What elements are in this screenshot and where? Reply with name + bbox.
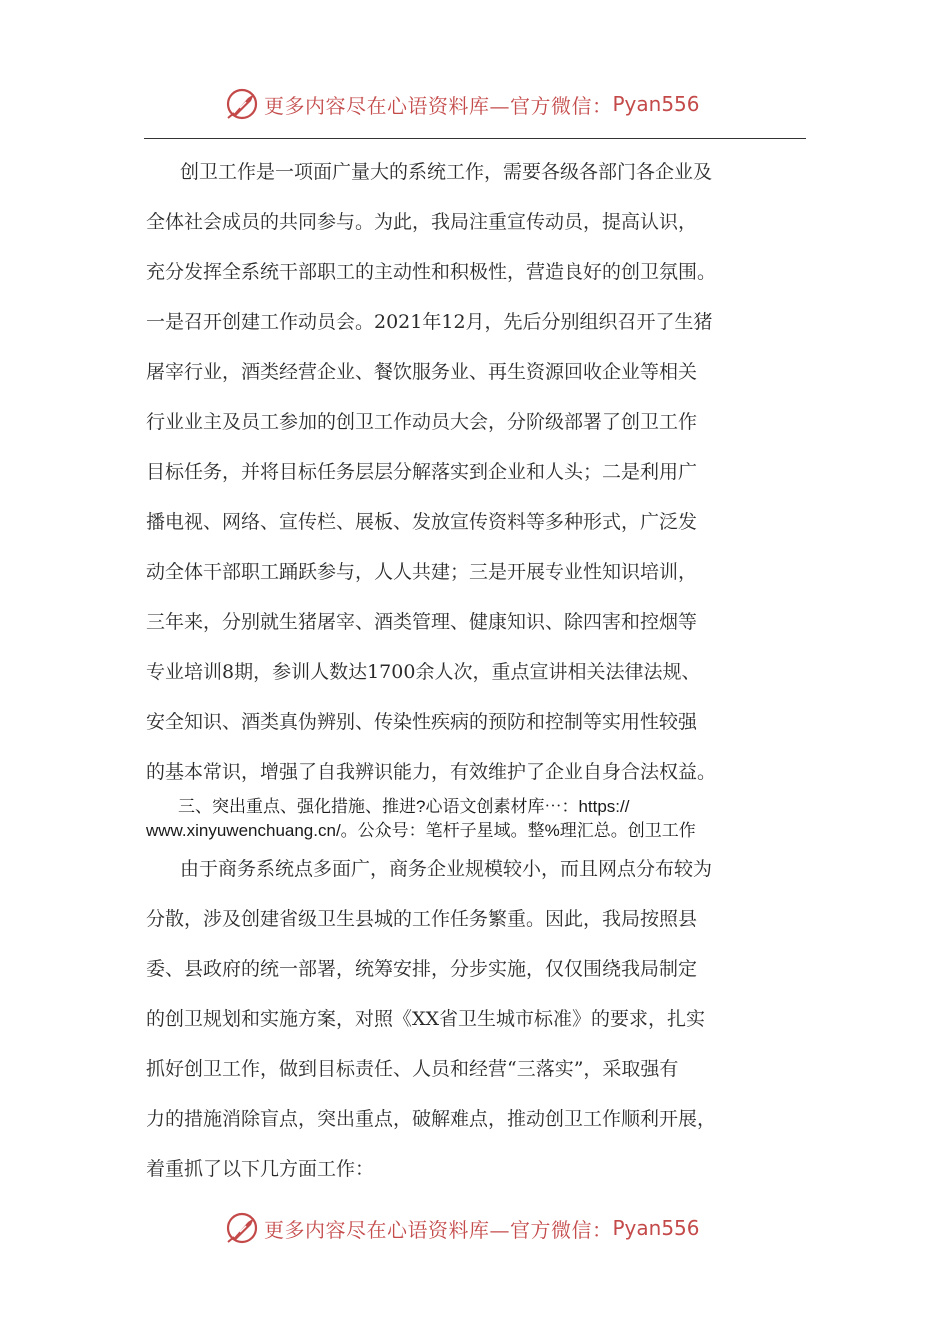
text-line: 行业业主及员工参加的创卫工作动员大会，分阶级部署了创卫工作	[146, 411, 698, 433]
quill-logo-icon	[224, 86, 260, 122]
text-line: 屠宰行业，酒类经营企业、餐饮服务业、再生资源回收企业等相关	[146, 361, 698, 383]
text-line: 力的措施消除盲点，突出重点，破解难点，推动创卫工作顺利开展，	[146, 1108, 717, 1130]
text-line: 委、县政府的统一部署，统筹安排，分步实施，仅仅围绕我局制定	[146, 958, 698, 980]
section-heading-line: www.xinyuwenchuang.cn/。公众号：笔杆子星域。整%理汇总。创卫工作	[146, 821, 696, 840]
text-line: 着重抓了以下几方面工作：	[146, 1158, 375, 1180]
text-line: 创卫工作是一项面广量大的系统工作，需要各级各部门各企业及	[180, 161, 713, 183]
footer-banner-text: 更多内容尽在心语资料库—官方微信：	[264, 1217, 613, 1242]
text-line: 的创卫规划和实施方案，对照《XX省卫生城市标准》的要求，扎实	[146, 1008, 706, 1030]
header-banner	[0, 84, 950, 124]
footer-banner-wechat-id: Pyan556	[612, 1216, 700, 1240]
header-banner-text: 更多内容尽在心语资料库—官方微信：	[264, 93, 613, 118]
text-line: 动全体干部职工踊跃参与，人人共建；三是开展专业性知识培训，	[146, 561, 698, 583]
text-line: 抓好创卫工作，做到目标责任、人员和经营“三落实”，采取强有	[146, 1058, 679, 1080]
text-line: 的基本常识，增强了自我辨识能力，有效维护了企业自身合法权益。	[146, 761, 717, 783]
text-line: 全体社会成员的共同参与。为此，我局注重宣传动员，提高认识，	[146, 211, 698, 233]
text-line: 目标任务，并将目标任务层层分解落实到企业和人头；二是利用广	[146, 461, 698, 483]
text-line: 播电视、网络、宣传栏、展板、发放宣传资料等多种形式，广泛发	[146, 511, 698, 533]
header-divider	[144, 138, 806, 139]
footer-banner	[0, 1208, 950, 1248]
text-line: 三年来，分别就生猪屠宰、酒类管理、健康知识、除四害和控烟等	[146, 611, 698, 633]
text-line: 分散，涉及创建省级卫生县城的工作任务繁重。因此，我局按照县	[146, 908, 698, 930]
text-line: 一是召开创建工作动员会。2021年12月，先后分别组织召开了生猪	[146, 311, 713, 333]
section-heading-line: 三、突出重点、强化措施、推进?心语文创素材库⋯：https://	[178, 797, 630, 816]
quill-logo-icon	[224, 1210, 260, 1246]
text-line: 专业培训8期，参训人数达1700余人次，重点宣讲相关法律法规、	[146, 661, 701, 683]
text-line: 由于商务系统点多面广，商务企业规模较小，而且网点分布较为	[180, 858, 713, 880]
header-banner-wechat-id: Pyan556	[612, 92, 700, 116]
text-line: 安全知识、酒类真伪辨别、传染性疾病的预防和控制等实用性较强	[146, 711, 698, 733]
text-line: 充分发挥全系统干部职工的主动性和积极性，营造良好的创卫氛围。	[146, 261, 717, 283]
